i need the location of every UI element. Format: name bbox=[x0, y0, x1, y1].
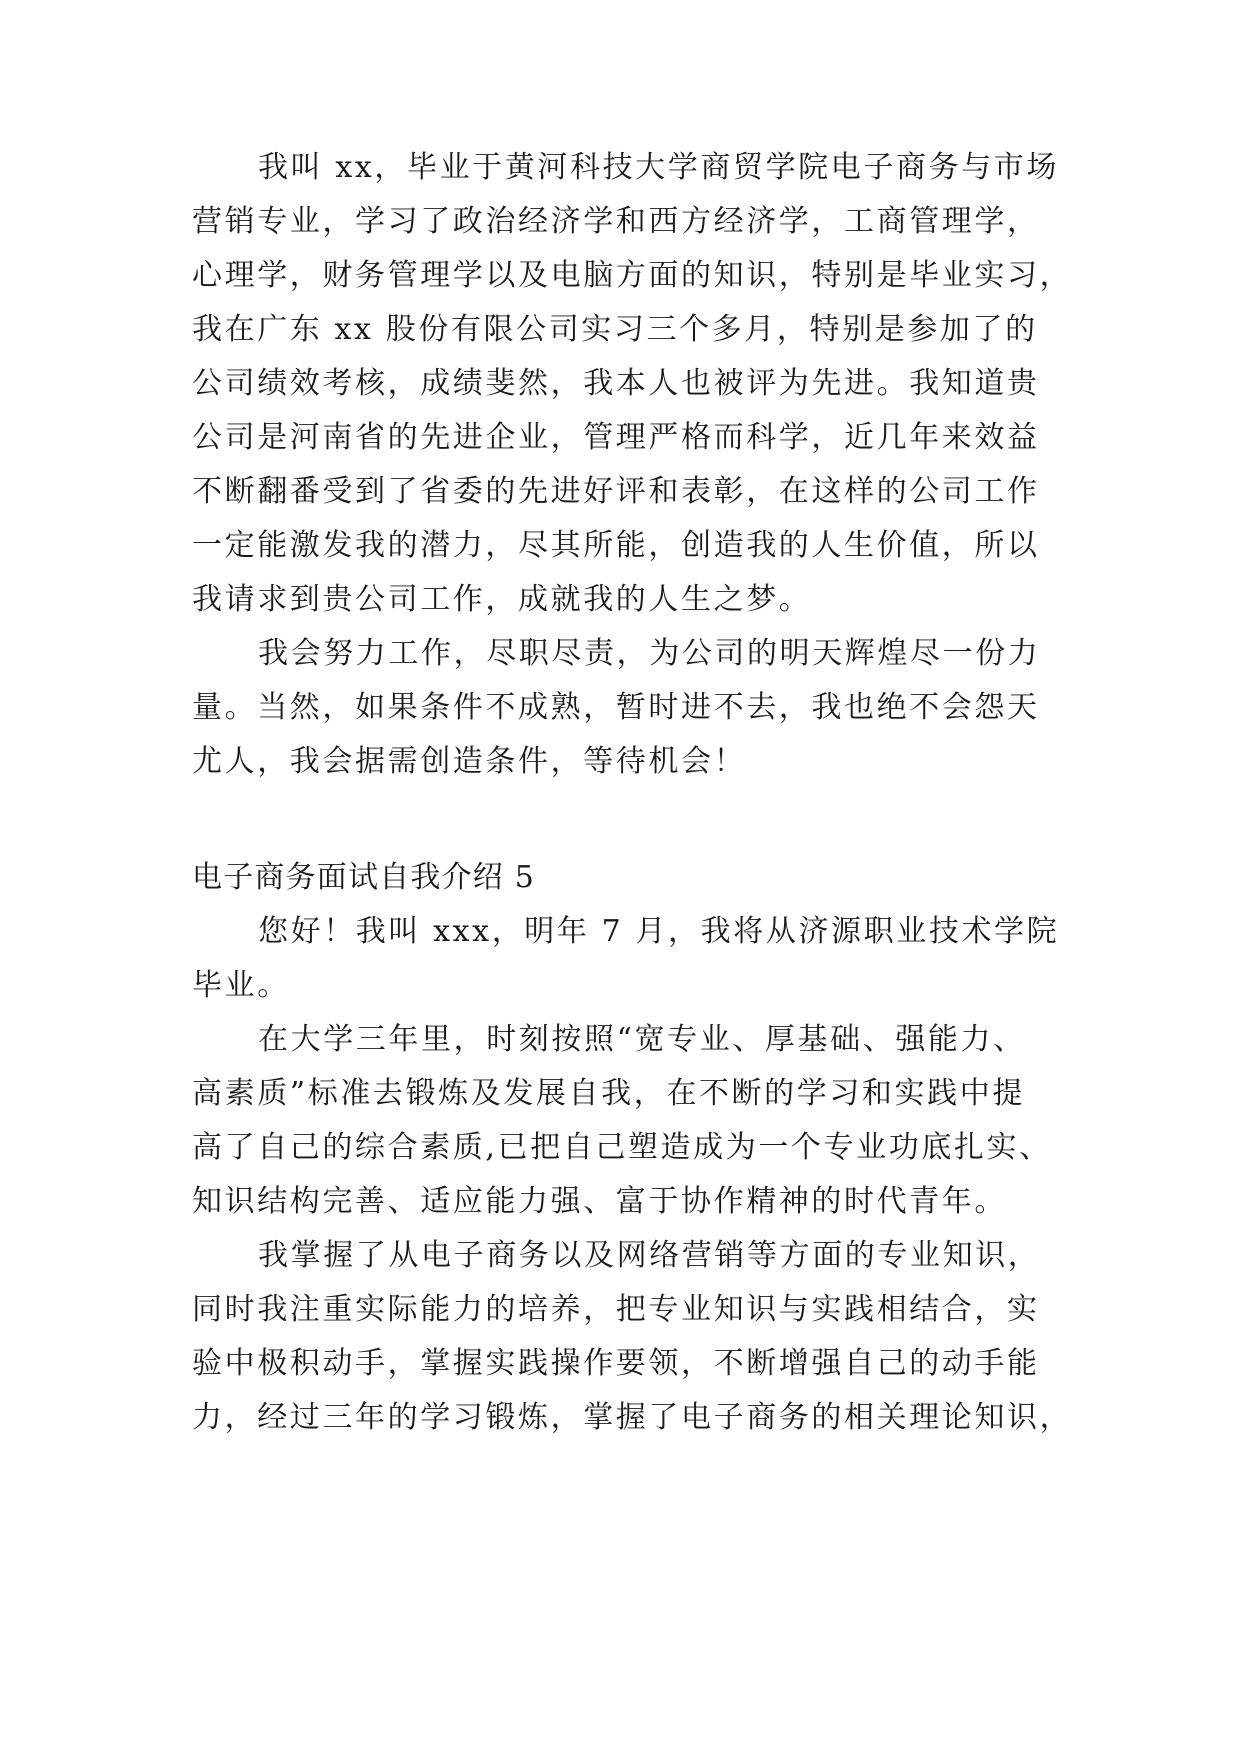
paragraph-2-line-1: 我会努力工作，尽职尽责，为公司的明天辉煌尽一份力 bbox=[258, 636, 1041, 671]
paragraph-5-line-2: 同时我注重实际能力的培养，把专业知识与实践相结合，实 bbox=[192, 1292, 1040, 1327]
paragraph-3-line-2: 毕业。 bbox=[192, 968, 290, 1003]
paragraph-1-line-5: 公司绩效考核，成绩斐然，我本人也被评为先进。我知道贵 bbox=[192, 366, 1040, 401]
paragraph-1-line-9: 我请求到贵公司工作，成就我的人生之梦。 bbox=[192, 582, 812, 617]
paragraph-5-line-1: 我掌握了从电子商务以及网络营销等方面的专业知识， bbox=[258, 1238, 1041, 1273]
paragraph-1-line-6: 公司是河南省的先进企业，管理严格而科学，近几年来效益 bbox=[192, 420, 1040, 455]
paragraph-1-line-1: 我叫 xx，毕业于黄河科技大学商贸学院电子商务与市场 bbox=[258, 150, 1059, 185]
paragraph-1-line-2: 营销专业，学习了政治经济学和西方经济学，工商管理学， bbox=[192, 204, 1040, 239]
paragraph-1-line-3: 心理学，财务管理学以及电脑方面的知识，特别是毕业实习， bbox=[192, 258, 1073, 293]
paragraph-2-line-3: 尤人，我会据需创造条件，等待机会！ bbox=[192, 744, 747, 779]
section-heading: 电子商务面试自我介绍 5 bbox=[192, 860, 536, 895]
paragraph-4-line-1: 在大学三年里，时刻按照“宽专业、厚基础、强能力、 bbox=[258, 1022, 1026, 1057]
paragraph-3-line-1: 您好！我叫 xxx，明年 7 月，我将从济源职业技术学院 bbox=[258, 914, 1060, 949]
paragraph-4-line-4: 知识结构完善、适应能力强、富于协作精神的时代青年。 bbox=[192, 1184, 1007, 1219]
paragraph-1-line-7: 不断翻番受到了省委的先进好评和表彰，在这样的公司工作 bbox=[192, 474, 1040, 509]
paragraph-1-line-4: 我在广东 xx 股份有限公司实习三个多月，特别是参加了的 bbox=[192, 312, 1038, 347]
paragraph-4-line-3: 高了自己的综合素质,已把自己塑造成为一个专业功底扎实、 bbox=[192, 1130, 1052, 1165]
paragraph-5-line-4: 力，经过三年的学习锻炼，掌握了电子商务的相关理论知识， bbox=[192, 1400, 1073, 1435]
paragraph-1-line-8: 一定能激发我的潜力，尽其所能，创造我的人生价值，所以 bbox=[192, 528, 1040, 563]
paragraph-4-line-2: 高素质”标准去锻炼及发展自我，在不断的学习和实践中提 bbox=[192, 1076, 1025, 1111]
paragraph-2-line-2: 量。当然，如果条件不成熟，暂时进不去，我也绝不会怨天 bbox=[192, 690, 1040, 725]
paragraph-5-line-3: 验中极积动手，掌握实践操作要领，不断增强自己的动手能 bbox=[192, 1346, 1040, 1381]
